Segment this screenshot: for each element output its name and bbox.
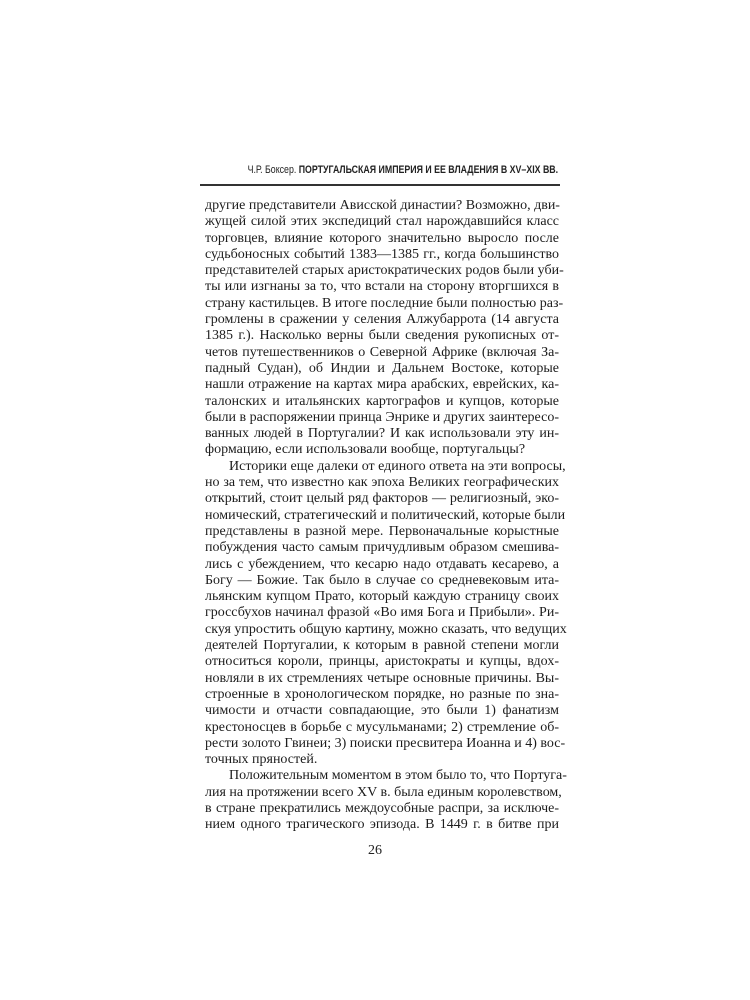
text-line: представлены в разной мере. Первоначальные корыстные: [205, 523, 559, 539]
text-line: формацию, если использовали вообще, португальцы?: [205, 442, 526, 458]
text-line: 1385 г.). Насколько верны были сведения рукописных от-: [205, 328, 559, 344]
running-header: [200, 164, 558, 180]
text-line: номический, стратегический и политический, которые были: [205, 507, 566, 523]
text-line: страну кастильцев. В итоге последние были полностью раз-: [205, 295, 564, 311]
text-line: Положительным моментом в этом было то, что Португа-: [229, 768, 567, 784]
text-line: скуя упростить общую картину, можно сказать, что ведущих: [205, 621, 567, 637]
header-author: Ч.Р. Боксер.: [247, 164, 297, 176]
text-line: деятелей Португалии, к которым в равной степени могли: [205, 638, 559, 654]
text-line: нием одного трагического эпизода. В 1449 г. в битве при: [205, 817, 559, 833]
text-line: ванных людей в Португалии? И как использовали эту ин-: [205, 426, 559, 442]
text-line: падный Судан), об Индии и Дальнем Востоке, которые: [205, 360, 559, 376]
text-line: талонских и итальянских картографов и купцов, которые: [205, 393, 559, 409]
text-line: лись с убеждением, что кесарю надо отдавать кесарево, а: [205, 556, 559, 572]
running-header-text: [248, 164, 558, 176]
text-line: крестоносцев в борьбе с мусульманами; 2) стремление об-: [205, 719, 559, 735]
text-line: представителей старых аристократических родов были уби-: [205, 263, 564, 279]
header-rule: [200, 184, 560, 186]
text-line: строенные в хронологическом порядке, но разные по зна-: [205, 686, 559, 702]
text-line: лия на протяжении всего XV в. была единым королевством,: [205, 784, 562, 800]
text-line: торговцев, влияние которого значительно выросло после: [205, 230, 559, 246]
text-line: гроссбухов начинал фразой «Во имя Бога и Прибыли». Ри-: [205, 605, 559, 621]
text-line: были в распоряжении принца Энрике и других заинтересо-: [205, 409, 559, 425]
text-line: рести золото Гвинеи; 3) поиски пресвитера Иоанна и 4) вос-: [205, 735, 566, 751]
text-line: чимости и отчасти совпадающие, это были 1) фанатизм: [205, 703, 559, 719]
text-line: точных пряностей.: [205, 752, 318, 768]
page-number: 26: [368, 843, 382, 858]
text-line: льянским купцом Прато, который каждую страницу своих: [205, 589, 559, 605]
text-line: относиться короли, принцы, аристократы и купцы, вдох-: [205, 654, 559, 670]
text-line: судьбоносных событий 1383—1385 гг., когда большинство: [205, 246, 559, 262]
text-line: в стране прекратились междоусобные распри, за исключе-: [205, 800, 559, 816]
body-text: [205, 198, 567, 834]
text-line: Богу — Божие. Так было в случае со средневековым ита-: [205, 572, 559, 588]
header-book-title: ПОРТУГАЛЬСКАЯ ИМПЕРИЯ И ЕЕ ВЛАДЕНИЯ В XV–XIX ВВ.: [298, 164, 558, 176]
text-line: четов путешественников о Северной Африке (включая За-: [205, 344, 559, 360]
text-line: Историки еще далеки от единого ответа на эти вопросы,: [229, 458, 566, 474]
text-line: жущей силой этих экспедиций стал нарождавшийся класс: [205, 214, 559, 230]
text-line: открытий, стоит целый ряд факторов — религиозный, эко-: [205, 491, 559, 507]
text-line: громлены в сражении у селения Алжубаррота (14 августа: [205, 312, 559, 328]
text-line: побуждения часто самым причудливым образом смешива-: [205, 540, 559, 556]
text-line: нашли отражение на картах мира арабских, еврейских, ка-: [205, 377, 559, 393]
text-line: ты или изгнаны за то, что встали на сторону вторгшихся в: [205, 279, 559, 295]
text-line: новляли в их стремлениях четыре основные причины. Вы-: [205, 670, 559, 686]
text-line: но за тем, что известно как эпоха Великих географических: [205, 475, 559, 491]
text-line: другие представители Ависской династии? Возможно, дви-: [205, 198, 560, 213]
